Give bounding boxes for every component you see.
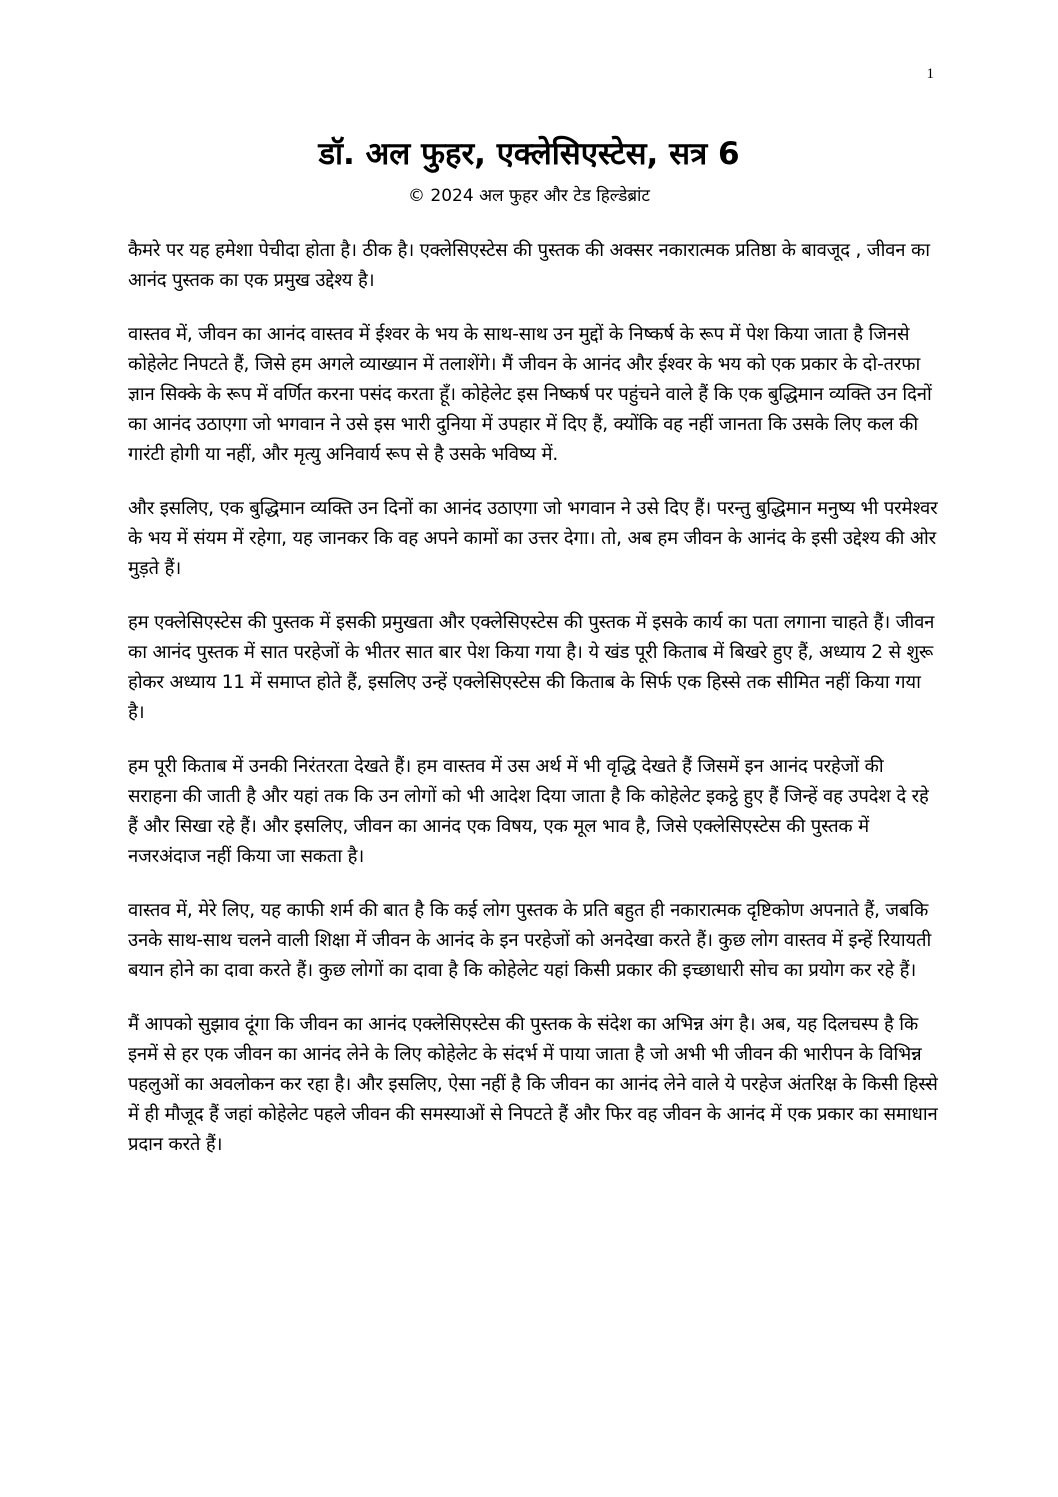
paragraph: और इसलिए, एक बुद्धिमान व्यक्ति उन दिनों का आनंद उठाएगा जो भगवान ने उसे दिए हैं। परन्तु बुद्धिमान मनुष्य भी परमेश्वर के भय में संयम में रहेगा, यह जानकर कि वह अपने कामों का उत्तर देगा। तो, अब हम जीवन के आनंद के इसी उद्देश्य की ओर मुड़ते हैं। bbox=[128, 498, 938, 579]
paragraph: वास्तव में, मेरे लिए, यह काफी शर्म की बात है कि कई लोग पुस्तक के प्रति बहुत ही नकारात्मक दृष्टिकोण अपनाते हैं, जबकि उनके साथ-साथ चलने वाली शिक्षा में जीवन के आनंद के इन परहेजों को अनदेखा करते हैं। कुछ लोग वास्तव में इन्हें रियायती बयान होने का दावा करते हैं। कुछ लोगों का दावा है कि कोहेलेट यहां किसी प्रकार की इच्छाधारी सोच का प्रयोग कर रहे हैं। bbox=[128, 900, 932, 981]
page-number: 1 bbox=[926, 66, 934, 82]
paragraph: हम पूरी किताब में उनकी निरंतरता देखते हैं। हम वास्तव में उस अर्थ में भी वृद्धि देखते हैं जिसमें इन आनंद परहेजों की सराहना की जाती है और यहां तक कि उन लोगों को भी आदेश दिया जाता है कि कोहेलेट इकट्ठे हुए हैं जिन्हें वह उपदेश दे रहे हैं और सिखा रहे हैं। और इसलिए, जीवन का आनंद एक विषय, एक मूल भाव है, जिसे एक्लेसिएस्टेस की पुस्तक में नजरअंदाज नहीं किया जा सकता है। bbox=[128, 756, 929, 867]
paragraph: वास्तव में, जीवन का आनंद वास्तव में ईश्वर के भय के साथ-साथ उन मुद्दों के निष्कर्ष के रूप में पेश किया जाता है जिनसे कोहेलेट निपटते हैं, जिसे हम अगले व्याख्यान में तलाशेंगे। मैं जीवन के आनंद और ईश्वर के भय को एक प्रकार के दो-तरफा ज्ञान सिक्के के रूप में वर्णित करना पसंद करता हूँ। कोहेलेट इस निष्कर्ष पर पहुंचने वाले हैं कि एक बुद्धिमान व्यक्ति उन दिनों का आनंद उठाएगा जो भगवान ने उसे इस भारी दुनिया में उपहार में दिए हैं, क्योंकि वह नहीं जानता कि उसके लिए कल की गारंटी होगी या नहीं, और मृत्यु अनिवार्य रूप से है उसके भविष्य में. bbox=[128, 324, 932, 465]
paragraph: मैं आपको सुझाव दूंगा कि जीवन का आनंद एक्लेसिएस्टेस की पुस्तक के संदेश का अभिन्न अंग है। अब, यह दिलचस्प है कि इनमें से हर एक जीवन का आनंद लेने के लिए कोहेलेट के संदर्भ में पाया जाता है जो अभी भी जीवन की भारीपन के विभिन्न पहलुओं का अवलोकन कर रहा है। और इसलिए, ऐसा नहीं है कि जीवन का आनंद लेने वाले ये परहेज अंतरिक्ष के किसी हिस्से में ही मौजूद हैं जहां कोहेलेट पहले जीवन की समस्याओं से निपटते हैं और फिर वह जीवन के आनंद में एक प्रकार का समाधान प्रदान करते हैं। bbox=[128, 1014, 938, 1155]
paragraph: कैमरे पर यह हमेशा पेचीदा होता है। ठीक है। एक्लेसिएस्टेस की पुस्तक की अक्सर नकारात्मक प्रतिष्ठा के बावजूद , जीवन का आनंद पुस्तक का एक प्रमुख उद्देश्य है। bbox=[128, 240, 930, 291]
body-text bbox=[128, 236, 938, 1184]
copyright-line: © 2024 अल फुहर और टेड हिल्डेब्रांट bbox=[408, 186, 650, 206]
page-title: डॉ. अल फुहर, एक्लेसिएस्टेस, सत्र 6 bbox=[318, 136, 740, 172]
paragraph: हम एक्लेसिएस्टेस की पुस्तक में इसकी प्रमुखता और एक्लेसिएस्टेस की पुस्तक में इसके कार्य का पता लगाना चाहते हैं। जीवन का आनंद पुस्तक में सात परहेजों के भीतर सात बार पेश किया गया है। ये खंड पूरी किताब में बिखरे हुए हैं, अध्याय 2 से शुरू होकर अध्याय 11 में समाप्त होते हैं, इसलिए उन्हें एक्लेसिएस्टेस की किताब के सिर्फ एक हिस्से तक सीमित नहीं किया गया है। bbox=[128, 612, 935, 723]
